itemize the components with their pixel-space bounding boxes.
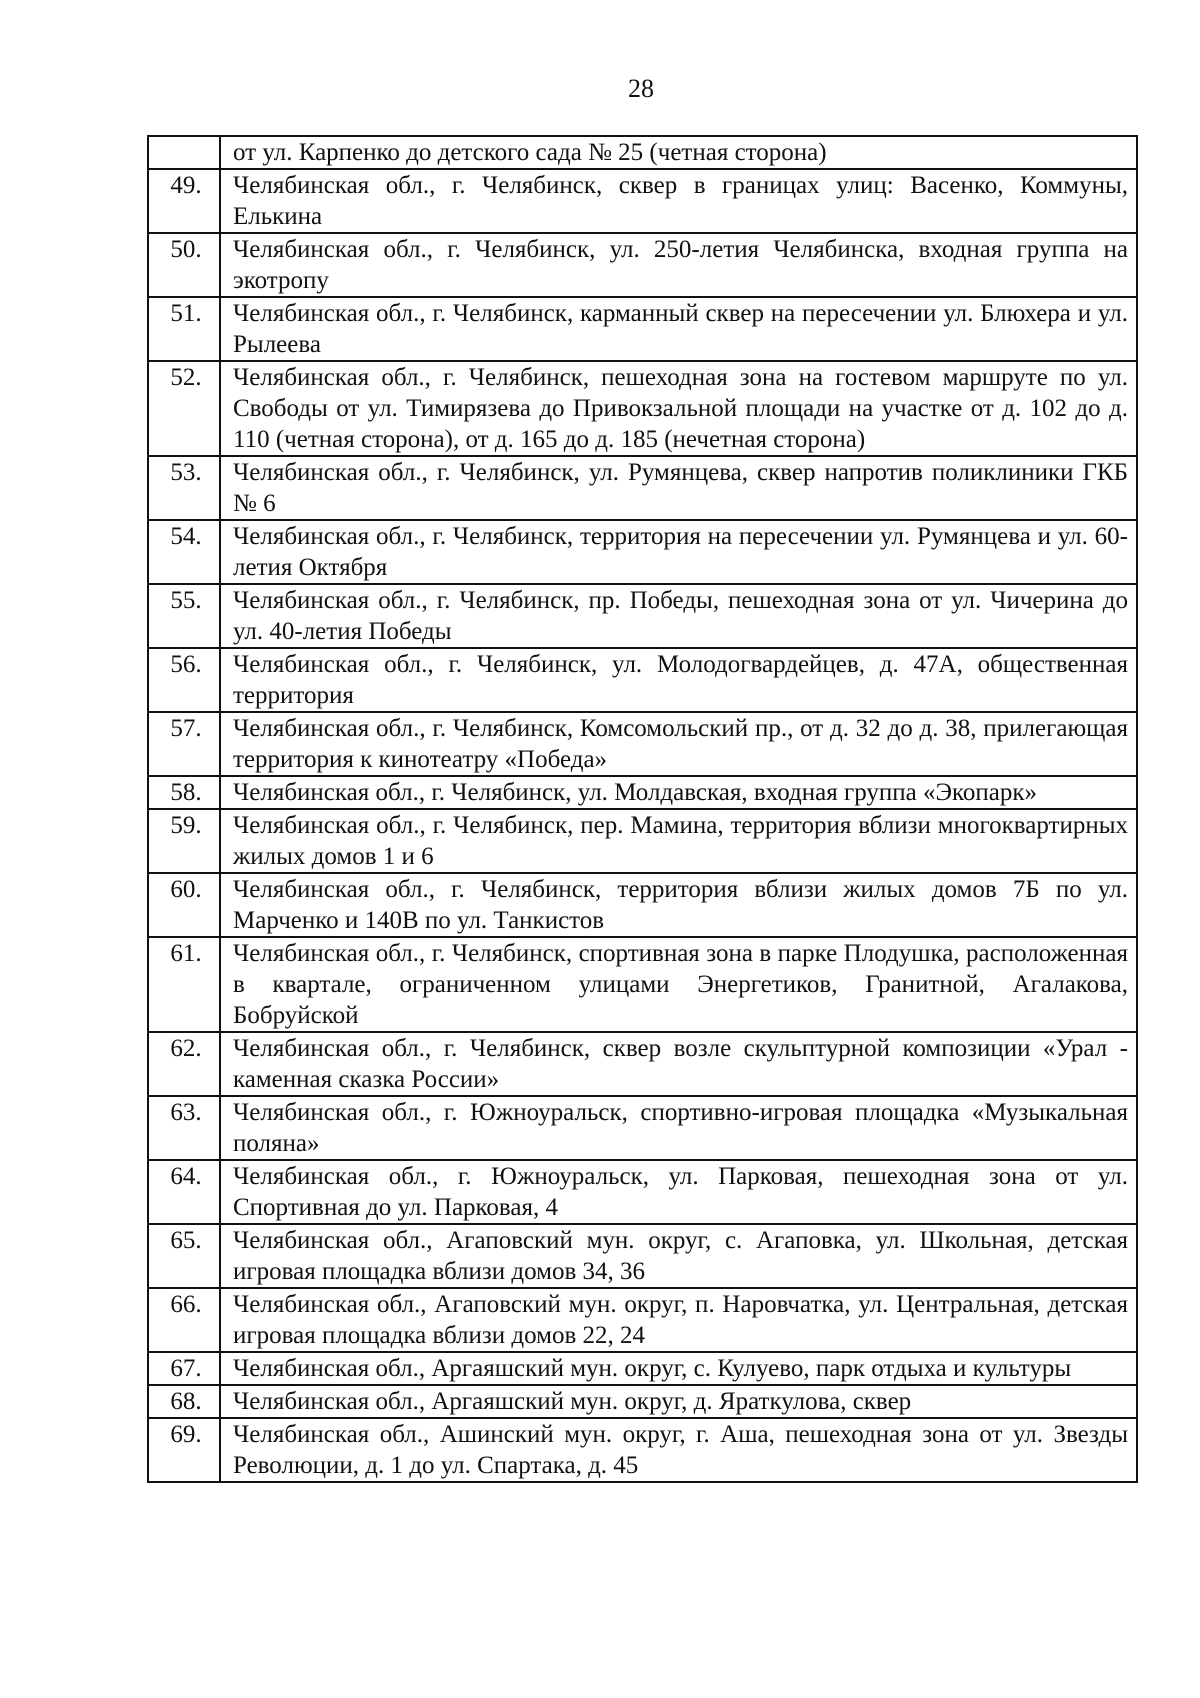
table-row [148, 648, 1137, 712]
table-row [148, 1032, 1137, 1096]
table-row [148, 1288, 1137, 1352]
row-number: 68. [148, 1385, 220, 1418]
table-row [148, 712, 1137, 776]
row-description: Челябинская обл., г. Челябинск, ул. Румянцева, сквер напротив поликлиники ГКБ № 6 [220, 456, 1137, 520]
row-description: Челябинская обл., г. Южноуральск, спортивно-игровая площадка «Музыкальная поляна» [220, 1096, 1137, 1160]
row-description: Челябинская обл., г. Челябинск, пер. Мамина, территория вблизи многоквартирных жилых домов 1 и 6 [220, 809, 1137, 873]
page-number: 28 [628, 74, 654, 103]
row-number: 50. [148, 233, 220, 297]
row-description: Челябинская обл., г. Челябинск, сквер возле скульптурной композиции «Урал - каменная сказка России» [220, 1032, 1137, 1096]
row-number: 64. [148, 1160, 220, 1224]
territory-table-container [147, 135, 1138, 1483]
row-description: Челябинская обл., г. Челябинск, пешеходная зона на гостевом маршруте по ул. Свободы от ул. Тимирязева до Привокзальной площади на участке от д. 102 до д. 110 (четная сторона), от д. 165 до д. 185 (нечетная сторона) [220, 361, 1137, 456]
row-description: Челябинская обл., г. Челябинск, ул. Молдавская, входная группа «Экопарк» [220, 776, 1137, 809]
table-row [148, 937, 1137, 1032]
table-row [148, 361, 1137, 456]
row-description: Челябинская обл., г. Челябинск, ул. 250-летия Челябинска, входная группа на экотропу [220, 233, 1137, 297]
row-number: 55. [148, 584, 220, 648]
row-number: 57. [148, 712, 220, 776]
table-row [148, 1096, 1137, 1160]
row-number: 53. [148, 456, 220, 520]
row-number: 51. [148, 297, 220, 361]
row-number: 58. [148, 776, 220, 809]
row-description: Челябинская обл., г. Челябинск, территория вблизи жилых домов 7Б по ул. Марченко и 140В по ул. Танкистов [220, 873, 1137, 937]
table-row [148, 233, 1137, 297]
row-number: 60. [148, 873, 220, 937]
row-description: Челябинская обл., г. Южноуральск, ул. Парковая, пешеходная зона от ул. Спортивная до ул. Парковая, 4 [220, 1160, 1137, 1224]
table-row [148, 873, 1137, 937]
row-number [148, 136, 220, 169]
row-number: 52. [148, 361, 220, 456]
territory-table [147, 135, 1138, 1483]
row-description: Челябинская обл., Агаповский мун. округ, п. Наровчатка, ул. Центральная, детская игровая площадка вблизи домов 22, 24 [220, 1288, 1137, 1352]
row-description: Челябинская обл., г. Челябинск, пр. Победы, пешеходная зона от ул. Чичерина до ул. 40-летия Победы [220, 584, 1137, 648]
row-description: Челябинская обл., Аргаяшский мун. округ, с. Кулуево, парк отдыха и культуры [220, 1352, 1137, 1385]
row-description: Челябинская обл., г. Челябинск, Комсомольский пр., от д. 32 до д. 38, прилегающая территория к кинотеатру «Победа» [220, 712, 1137, 776]
row-number: 49. [148, 169, 220, 233]
table-row [148, 584, 1137, 648]
row-description: Челябинская обл., г. Челябинск, территория на пересечении ул. Румянцева и ул. 60-летия Октября [220, 520, 1137, 584]
row-number: 65. [148, 1224, 220, 1288]
table-row [148, 809, 1137, 873]
table-row [148, 169, 1137, 233]
table-row [148, 1224, 1137, 1288]
table-row [148, 520, 1137, 584]
row-number: 61. [148, 937, 220, 1032]
row-description: Челябинская обл., г. Челябинск, карманный сквер на пересечении ул. Блюхера и ул. Рылеева [220, 297, 1137, 361]
table-row [148, 456, 1137, 520]
row-number: 67. [148, 1352, 220, 1385]
table-row [148, 1160, 1137, 1224]
row-number: 66. [148, 1288, 220, 1352]
row-number: 62. [148, 1032, 220, 1096]
row-number: 54. [148, 520, 220, 584]
row-number: 69. [148, 1418, 220, 1482]
table-row [148, 1352, 1137, 1385]
row-number: 56. [148, 648, 220, 712]
table-row [148, 1418, 1137, 1482]
row-description: Челябинская обл., Ашинский мун. округ, г. Аша, пешеходная зона от ул. Звезды Революции, д. 1 до ул. Спартака, д. 45 [220, 1418, 1137, 1482]
row-description: Челябинская обл., г. Челябинск, ул. Молодогвардейцев, д. 47А, общественная территория [220, 648, 1137, 712]
row-description: Челябинская обл., Аргаяшский мун. округ, д. Яраткулова, сквер [220, 1385, 1137, 1418]
table-row [148, 1385, 1137, 1418]
table-row [148, 297, 1137, 361]
row-description: Челябинская обл., г. Челябинск, сквер в границах улиц: Васенко, Коммуны, Елькина [220, 169, 1137, 233]
territory-table-body [148, 136, 1137, 1482]
table-row [148, 136, 1137, 169]
row-description: Челябинская обл., г. Челябинск, спортивная зона в парке Плодушка, расположенная в квартале, ограниченном улицами Энергетиков, Гранитной, Агалакова, Бобруйской [220, 937, 1137, 1032]
row-number: 63. [148, 1096, 220, 1160]
row-description: Челябинская обл., Агаповский мун. округ, с. Агаповка, ул. Школьная, детская игровая площадка вблизи домов 34, 36 [220, 1224, 1137, 1288]
table-row [148, 776, 1137, 809]
row-description: от ул. Карпенко до детского сада № 25 (четная сторона) [220, 136, 1137, 169]
row-number: 59. [148, 809, 220, 873]
